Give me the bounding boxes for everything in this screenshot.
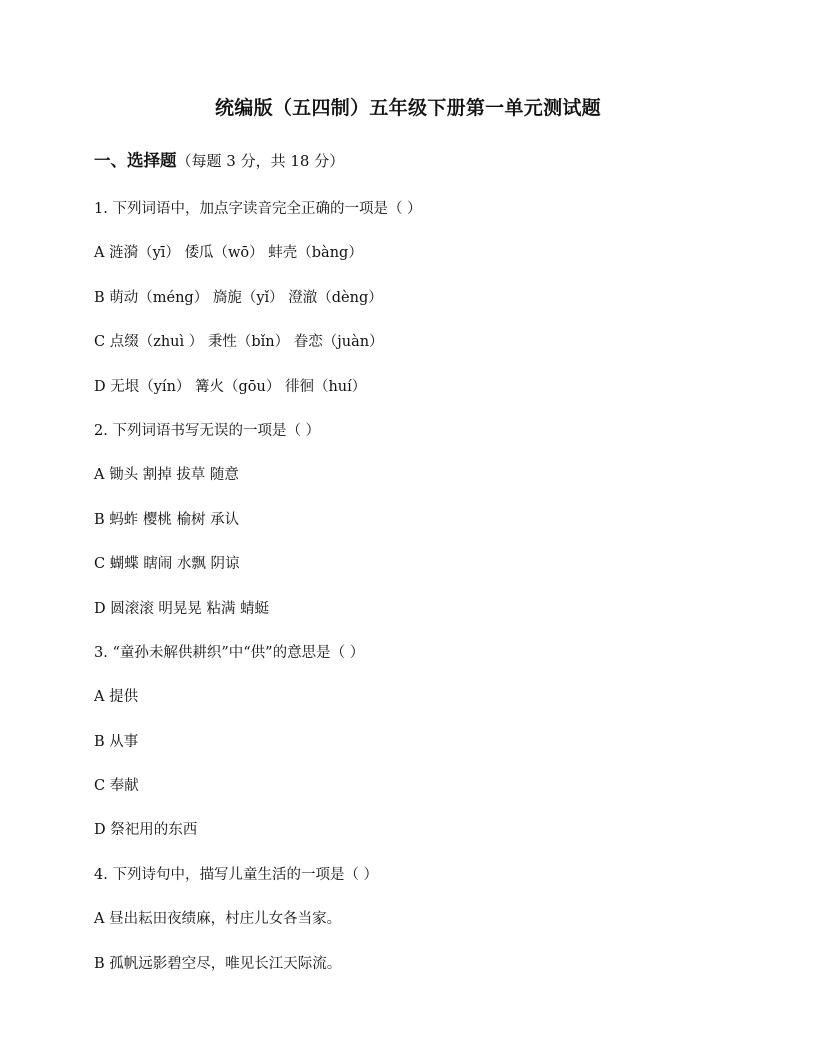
- question-2-option-b: B 蚂蚱 樱桃 榆树 承认: [94, 511, 240, 528]
- question-3-option-b: B 从事: [94, 733, 139, 750]
- question-3-stem: 3. “童孙未解供耕织”中“供”的意思是（ ）: [94, 644, 365, 661]
- question-3-option-a: A 提供: [94, 689, 139, 706]
- section-heading: [94, 148, 344, 174]
- question-1-option-c: C 点缀（zhuì ） 秉性（bǐn） 眷恋（juàn）: [94, 334, 384, 351]
- question-2-stem: 2. 下列词语书写无误的一项是（ ）: [94, 422, 321, 439]
- question-4-option-b: B 孤帆远影碧空尽，唯见长江天际流。: [94, 955, 342, 972]
- question-2-option-a: A 锄头 割掉 拔草 随意: [94, 467, 239, 484]
- section-heading-text: 一、选择题: [94, 151, 177, 170]
- question-1-option-a: A 涟漪（yī） 倭瓜（wō） 蚌壳（bàng）: [94, 245, 363, 262]
- question-2-option-d: D 圆滚滚 明晃晃 粘满 蜻蜓: [94, 600, 270, 617]
- question-1-option-d: D 无垠（yín） 篝火（gōu） 徘徊（huí）: [94, 378, 367, 395]
- document-title: 统编版（五四制）五年级下册第一单元测试题: [214, 97, 601, 119]
- question-4-stem: 4. 下列诗句中，描写儿童生活的一项是（ ）: [94, 866, 379, 883]
- question-3-option-d: D 祭祀用的东西: [94, 822, 198, 839]
- section-score-note: （每题 3 分，共 18 分）: [176, 152, 345, 170]
- question-list: [94, 196, 734, 995]
- question-3-option-c: C 奉献: [94, 778, 139, 795]
- question-4-option-a: A 昼出耘田夜绩麻，村庄儿女各当家。: [94, 911, 342, 928]
- question-1-option-b: B 萌动（méng） 旖旎（yǐ） 澄澈（dèng）: [94, 289, 383, 306]
- question-2-option-c: C 蝴蝶 瞎闹 水飘 阴谅: [94, 556, 240, 573]
- question-1-stem: 1. 下列词语中，加点字读音完全正确的一项是（ ）: [94, 201, 422, 217]
